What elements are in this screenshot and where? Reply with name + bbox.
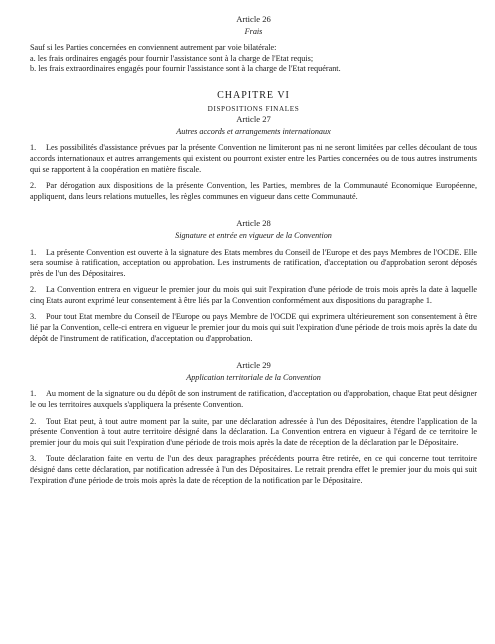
article-29-para-1 <box>30 389 477 410</box>
para-text: La présente Convention est ouverte à la signature des Etats membres du Conseil de l'Europe et des pays Membres de l'OCDE. Elle sera soumise à ratification, acceptation ou approbation. Les instruments de ratification, d'acceptation ou d'approbation seront déposés près de l'un des Dépositaires. <box>30 247 477 278</box>
article-28-subtitle: Signature et entrée en vigueur de la Convention <box>175 230 332 240</box>
article-26-item-b: b. les frais extraordinaires engagés pour fournir l'assistance sont à la charge de l'Etat requérant. <box>30 64 341 74</box>
chapter-title: CHAPITRE VI <box>217 89 290 101</box>
article-28-title: Article 28 <box>236 218 271 229</box>
article-29-para-2 <box>30 417 477 449</box>
article-29-title: Article 29 <box>236 360 271 371</box>
article-28-para-3 <box>30 312 477 344</box>
article-26-intro: Sauf si les Parties concernées en conviennent autrement par voie bilatérale: <box>30 43 277 53</box>
para-number: 2. <box>30 285 37 295</box>
article-28-para-1 <box>30 248 477 280</box>
article-27-para-2 <box>30 181 477 202</box>
article-26-subtitle: Frais <box>244 26 263 36</box>
article-27-title: Article 27 <box>236 114 271 125</box>
para-text: Par dérogation aux dispositions de la présente Convention, les Parties, membres de la Communauté Economique Européenne, appliquent, dans leurs relations mutuelles, les règles communes en vigueur dans cette Communauté. <box>30 181 477 201</box>
para-text: La Convention entrera en vigueur le premier jour du mois qui suit l'expiration d'une période de trois mois après la date à laquelle cinq Etats auront exprimé leur consentement à être liés par la Convention conformément aux dispositions du paragraphe 1. <box>30 285 477 305</box>
para-text: Tout Etat peut, à tout autre moment par la suite, par une déclaration adressée à l'un des Dépositaires, étendre l'application de la présente Convention à tout autre territoire désigné dans la déclaration. La Convention entrera en vigueur à l'égard de ce territoire le premier jour du mois qui suit l'expiration d'une période de trois mois après la date de réception de la déclaration par le Dépositaire. <box>30 416 477 447</box>
para-number: 3. <box>30 454 37 464</box>
article-26-item-a: a. les frais ordinaires engagés pour fournir l'assistance sont à la charge de l'Etat requis; <box>30 53 314 63</box>
para-number: 2. <box>30 181 37 191</box>
para-number: 1. <box>30 143 37 153</box>
chapter-subtitle: DISPOSITIONS FINALES <box>207 104 300 113</box>
para-number: 1. <box>30 389 37 399</box>
article-29-subtitle: Application territoriale de la Convention <box>186 372 321 382</box>
article-28-para-2 <box>30 285 477 306</box>
para-text: Les possibilités d'assistance prévues par la présente Convention ne limiteront pas ni ne seront limitées par celles découlant de tous accords internationaux et autres arrangements qui existent ou pourront exister entre les Parties concernées ou de tous autres instruments qui se rapportent à la coopération en matière fiscale. <box>30 143 477 174</box>
article-27-para-1 <box>30 143 477 175</box>
para-number: 3. <box>30 312 37 322</box>
article-29-para-3 <box>30 454 477 486</box>
para-number: 2. <box>30 416 37 426</box>
para-text: Au moment de la signature ou du dépôt de son instrument de ratification, d'acceptation ou d'approbation, chaque Etat peut désigner le ou les territoires auxquels s'appliquera la présente Convention. <box>30 389 477 410</box>
para-text: Pour tout Etat membre du Conseil de l'Europe ou pays Membre de l'OCDE qui exprimera ultérieurement son consentement à être lié par la Convention, celle-ci entrera en vigueur le premier jour du mois qui suit l'expiration d'une période de trois mois après la date du dépôt de l'instrument de ratification, d'acceptation ou d'approbation. <box>30 312 477 343</box>
article-27-subtitle: Autres accords et arrangements internationaux <box>176 126 331 136</box>
para-number: 1. <box>30 247 37 257</box>
para-text: Toute déclaration faite en vertu de l'un des deux paragraphes précédents pourra être retirée, en ce qui concerne tout territoire désigné dans cette déclaration, par notification adressée à l'un des Dépositaires. Le retrait prendra effet le premier jour du mois qui suit l'expiration d'une période de trois mois après la date de réception de la notification par le Dépositaire. <box>30 454 477 485</box>
article-26-title: Article 26 <box>236 14 271 24</box>
